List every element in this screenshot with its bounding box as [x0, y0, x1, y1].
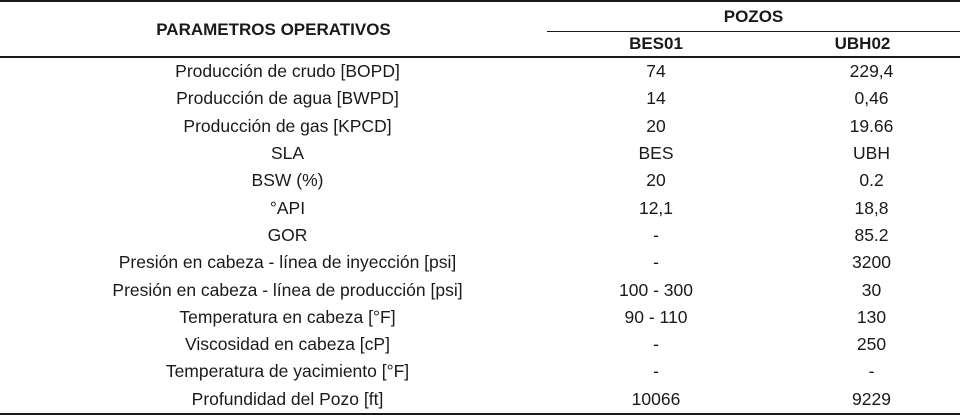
table-row: [0, 276, 960, 303]
ubh02-cell: 85.2: [854, 224, 889, 245]
ubh02-cell: 9229: [765, 386, 960, 414]
well-header-ubh02: UBH02: [765, 31, 960, 57]
bes01-cell: 14: [646, 88, 666, 109]
table-header: [0, 1, 960, 57]
ubh02-cell: 3200: [852, 252, 891, 273]
table-row: [0, 304, 960, 331]
ubh02-cell: 229,4: [849, 61, 894, 82]
header-row-top: [0, 1, 960, 31]
bes01-cell: -: [653, 334, 659, 355]
ubh02-cell: -: [868, 361, 875, 382]
wells-group-header: POZOS: [547, 1, 960, 31]
param-column-header: PARAMETROS OPERATIVOS: [0, 1, 547, 57]
table-row: [0, 331, 960, 358]
bes01-cell: -: [653, 224, 659, 245]
table-row: [0, 222, 960, 249]
ubh02-cell: UBH: [853, 143, 890, 164]
bes01-cell: 20: [646, 115, 666, 136]
param-cell: Producción de agua [BWPD]: [176, 88, 399, 109]
table-row: [0, 167, 960, 194]
bes01-cell: 100 - 300: [619, 279, 693, 300]
param-cell: Viscosidad en cabeza [cP]: [185, 334, 390, 355]
bes01-cell: -: [653, 361, 659, 382]
param-cell: Temperatura en cabeza [°F]: [179, 306, 396, 327]
param-cell: SLA: [270, 143, 305, 164]
param-cell: GOR: [267, 224, 308, 245]
ubh02-cell: 30: [861, 279, 882, 300]
param-cell: Presión en cabeza - línea de inyección [psi]: [118, 252, 457, 273]
table-row: [0, 57, 960, 85]
table-row: [0, 386, 960, 414]
param-cell: Producción de gas [KPCD]: [183, 115, 392, 136]
table-row: [0, 113, 960, 140]
ubh02-cell: 130: [856, 306, 887, 327]
param-cell: Temperatura de yacimiento [°F]: [165, 361, 410, 382]
table-body: [0, 57, 960, 414]
table-row: [0, 85, 960, 112]
ubh02-cell: 19.66: [849, 115, 894, 136]
bes01-cell: 74: [646, 61, 666, 82]
bes01-cell: 20: [646, 170, 666, 191]
bes01-cell: 12,1: [638, 197, 674, 218]
ubh02-cell: 0.2: [859, 170, 884, 191]
bes01-cell: 90 - 110: [624, 306, 688, 327]
ubh02-cell: 18,8: [854, 197, 889, 218]
param-cell: BSW (%): [251, 170, 324, 191]
table-row: [0, 358, 960, 385]
ubh02-cell: 0,46: [854, 88, 889, 109]
table-row: [0, 249, 960, 276]
bes01-cell: BES: [638, 143, 674, 164]
bes01-cell: -: [653, 252, 659, 273]
table-row: [0, 194, 960, 221]
param-cell: Presión en cabeza - línea de producción [psi]: [112, 279, 463, 300]
table-row: [0, 140, 960, 167]
ubh02-cell: 250: [856, 334, 887, 355]
param-cell: Producción de crudo [BOPD]: [175, 61, 400, 82]
well-header-bes01: BES01: [547, 31, 765, 57]
param-cell: °API: [269, 197, 306, 218]
param-cell: Profundidad del Pozo [ft]: [0, 386, 547, 414]
bes01-cell: 10066: [547, 386, 765, 414]
